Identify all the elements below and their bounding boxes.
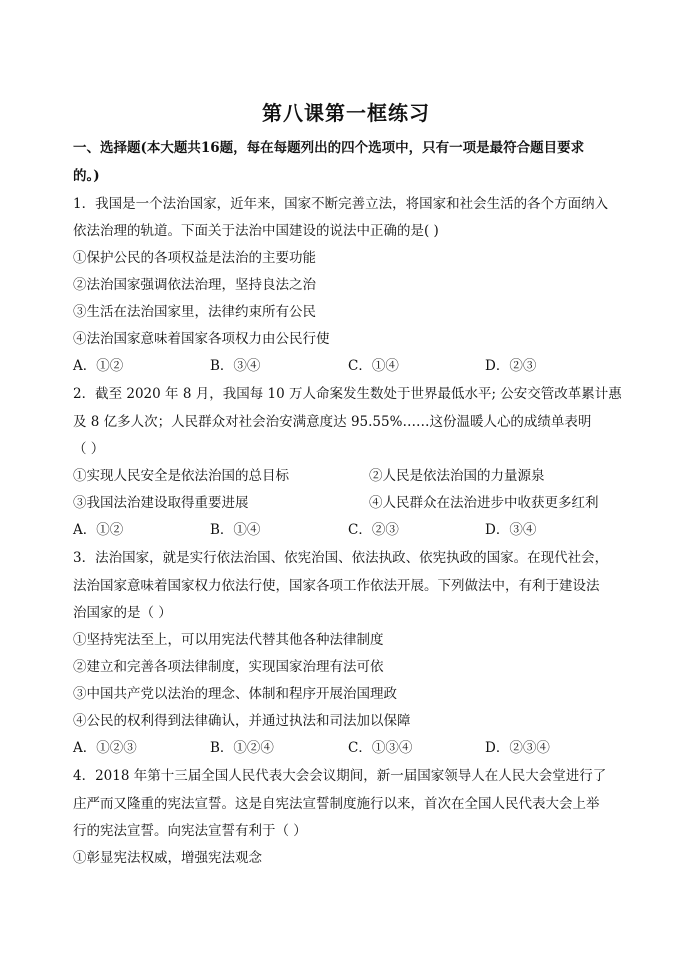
q2-stem-line-3: （ ） [73, 441, 105, 457]
q4-stem-line-3: 行的宪法宣誓。向宪法宣誓有利于（ ） [73, 823, 307, 839]
q3-option-c[interactable]: C．①③④ [348, 740, 413, 756]
q1-stem-line-2: 依法治理的轨道。下面关于法治中国建设的说法中正确的是( ) [73, 223, 439, 239]
q3-stem-line-3: 治国家的是（ ） [73, 605, 172, 621]
section-heading-line-2: 的。) [73, 168, 100, 184]
q2-option-c[interactable]: C．②③ [348, 522, 399, 538]
q3-stem-line-2: 法治国家意味着国家权力依法行使，国家各项工作依法开展。下列做法中，有利于建设法 [73, 578, 600, 594]
q2-stem-line-2: 及 8 亿多人次；人民群众对社会治安满意度达 95.55%……这份温暖人心的成绩单表明 [73, 414, 592, 430]
q3-item-4: ④公民的权利得到法律确认，并通过执法和司法加以保障 [73, 713, 411, 729]
q2-option-d[interactable]: D．③④ [485, 522, 537, 538]
q3-item-1: ①坚持宪法至上，可以用宪法代替其他各种法律制度 [73, 632, 384, 648]
q3-option-a[interactable]: A．①②③ [73, 740, 137, 756]
q4-stem-line-1: 4．2018 年第十三届全国人民代表大会会议期间，新一届国家领导人在人民大会堂进行了 [73, 768, 607, 784]
q2-option-b[interactable]: B．①④ [210, 522, 261, 538]
q3-stem-line-1: 3．法治国家，就是实行依法治国、依宪治国、依法执政、依宪执政的国家。在现代社会， [73, 550, 609, 566]
q1-item-3: ③生活在法治国家里，法律约束所有公民 [73, 304, 316, 320]
q1-stem-line-1: 1．我国是一个法治国家，近年来，国家不断完善立法，将国家和社会生活的各个方面纳入 [73, 196, 609, 212]
q2-item-2: ②人民是依法治国的力量源泉 [369, 468, 545, 484]
q1-option-b[interactable]: B．③④ [210, 358, 261, 374]
q3-item-3: ③中国共产党以法治的理念、体制和程序开展治国理政 [73, 686, 397, 702]
q3-option-d[interactable]: D．②③④ [485, 740, 550, 756]
q2-item-3: ③我国法治建设取得重要进展 [73, 495, 249, 511]
q2-option-a[interactable]: A．①② [73, 522, 124, 538]
q1-option-c[interactable]: C．①④ [348, 358, 399, 374]
q2-item-1: ①实现人民安全是依法治国的总目标 [73, 468, 289, 484]
q4-item-1: ①彰显宪法权威，增强宪法观念 [73, 850, 262, 866]
q1-item-4: ④法治国家意味着国家各项权力由公民行使 [73, 331, 330, 347]
q1-item-2: ②法治国家强调依法治理，坚持良法之治 [73, 277, 316, 293]
q4-stem-line-2: 庄严而又隆重的宪法宣誓。这是自宪法宣誓制度施行以来，首次在全国人民代表大会上举 [73, 796, 600, 812]
q2-stem-line-1: 2．截至 2020 年 8 月，我国每 10 万人命案发生数处于世界最低水平; 公安交管改革累计惠 [73, 386, 622, 402]
q3-item-2: ②建立和完善各项法律制度，实现国家治理有法可依 [73, 659, 384, 675]
q1-option-a[interactable]: A．①② [73, 358, 124, 374]
section-heading-line-1: 一、选择题(本大题共16题，每在每题列出的四个选项中，只有一项是最符合题目要求 [73, 140, 585, 156]
q1-item-1: ①保护公民的各项权益是法治的主要功能 [73, 250, 316, 266]
page-title: 第八课第一框练习 [262, 101, 430, 125]
q1-option-d[interactable]: D．②③ [485, 358, 537, 374]
q3-option-b[interactable]: B．①②④ [210, 740, 274, 756]
q2-item-4: ④人民群众在法治进步中收获更多红利 [369, 495, 599, 511]
